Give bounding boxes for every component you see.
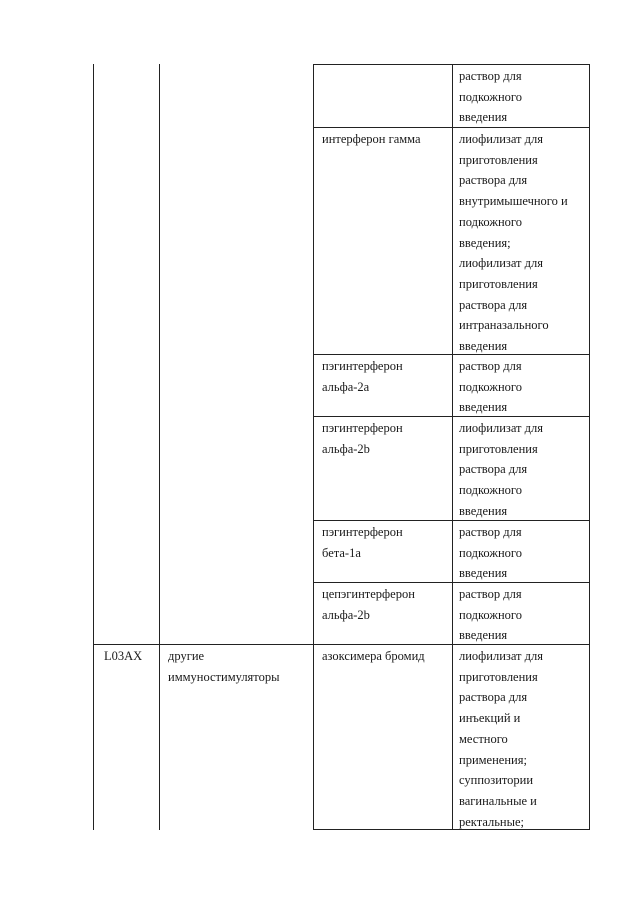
dosage-form-cell: раствор для подкожного введения (459, 69, 522, 125)
drug-name-cell: азоксимера бромид (322, 649, 425, 663)
table-border-right (589, 64, 590, 830)
row-border (313, 64, 590, 65)
row-border (313, 520, 590, 521)
drug-name-cell: пэгинтерферон бета-1а (322, 525, 403, 560)
dosage-form-cell: раствор для подкожного введения (459, 525, 522, 581)
dosage-form-cell: лиофилизат для приготовления раствора для инъекций и местного применения; суппозитории вагинальные и ректальные; (459, 649, 543, 829)
dosage-form-cell: раствор для подкожного введения (459, 587, 522, 643)
dosage-form-cell: лиофилизат для приготовления раствора для подкожного введения (459, 421, 543, 518)
row-border-bottom (313, 829, 590, 830)
dosage-form-cell: лиофилизат для приготовления раствора для внутримышечного и подкожного введения; лиофилизат для приготовления раствора для интраназального введения (459, 132, 568, 354)
drug-name-cell: цепэгинтерферон альфа-2b (322, 587, 415, 622)
drug-name-cell: пэгинтерферон альфа-2b (322, 421, 403, 456)
table-border-drug-form (452, 64, 453, 830)
drug-name-cell: пэгинтерферон альфа-2а (322, 359, 403, 394)
dosage-form-cell: раствор для подкожного введения (459, 359, 522, 415)
drug-name-cell: интерферон гамма (322, 132, 421, 146)
row-border (313, 127, 590, 128)
group-name-cell: другие иммуностимуляторы (168, 649, 280, 684)
table-border-group-drug (313, 64, 314, 830)
table-border-code-group (159, 64, 160, 830)
row-border (313, 416, 590, 417)
atc-code-cell: L03AX (104, 649, 143, 663)
table-border-left (93, 64, 94, 830)
row-border (313, 582, 590, 583)
